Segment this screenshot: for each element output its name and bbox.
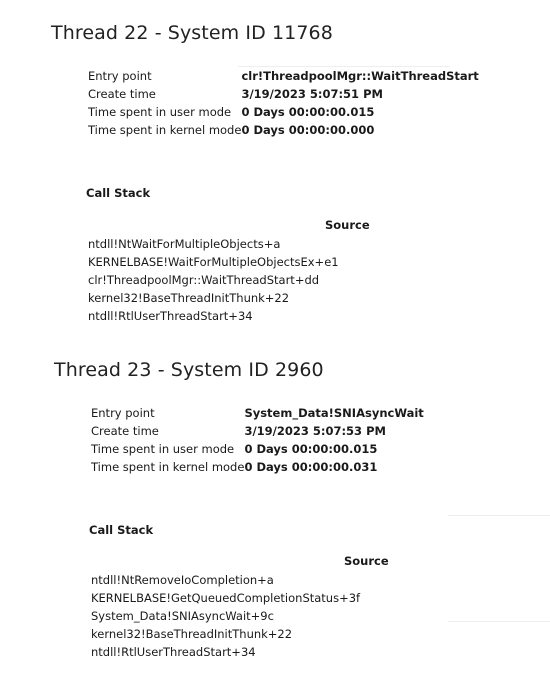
thread-title: Thread 23 - System ID 2960 — [54, 359, 324, 381]
info-row-entry-point — [91, 404, 424, 422]
section-divider — [448, 621, 550, 622]
source-column-header: Source — [344, 554, 389, 568]
info-value: System_Data!SNIAsyncWait — [244, 406, 424, 420]
stack-frame: ntdll!NtWaitForMultipleObjects+a — [88, 237, 281, 251]
info-value: 3/19/2023 5:07:51 PM — [241, 87, 383, 101]
info-label: Create time — [91, 424, 159, 438]
call-stack-list — [88, 235, 339, 325]
info-value: 0 Days 00:00:00.015 — [244, 442, 378, 456]
info-label: Time spent in user mode — [88, 105, 232, 119]
stack-frame: System_Data!SNIAsyncWait+9c — [91, 609, 274, 623]
info-row-create-time — [88, 85, 479, 103]
call-stack-list — [91, 571, 360, 661]
section-divider — [448, 515, 550, 516]
info-value: 0 Days 00:00:00.015 — [241, 105, 375, 119]
call-stack-title: Call Stack — [86, 186, 151, 200]
info-row-entry-point — [88, 67, 479, 85]
stack-frame: KERNELBASE!GetQueuedCompletionStatus+3f — [91, 591, 361, 605]
info-value: 0 Days 00:00:00.000 — [241, 123, 375, 137]
call-stack-title: Call Stack — [89, 523, 154, 537]
stack-frame: ntdll!RtlUserThreadStart+34 — [91, 645, 256, 659]
info-row-kernel-time — [88, 121, 479, 139]
source-column-header: Source — [325, 218, 370, 232]
info-row-create-time — [91, 422, 424, 440]
info-value: clr!ThreadpoolMgr::WaitThreadStart — [241, 69, 479, 83]
stack-frame: KERNELBASE!WaitForMultipleObjectsEx+e1 — [88, 255, 339, 269]
info-value: 3/19/2023 5:07:53 PM — [244, 424, 386, 438]
stack-frame: kernel32!BaseThreadInitThunk+22 — [88, 291, 290, 305]
stack-frame: ntdll!NtRemoveIoCompletion+a — [91, 573, 274, 587]
thread-title: Thread 22 - System ID 11768 — [51, 22, 333, 44]
stack-frame: ntdll!RtlUserThreadStart+34 — [88, 309, 253, 323]
info-label: Entry point — [91, 406, 155, 420]
info-label: Time spent in user mode — [91, 442, 235, 456]
info-value: 0 Days 00:00:00.031 — [244, 460, 378, 474]
thread-info-table — [88, 67, 479, 139]
info-label: Time spent in kernel mode — [91, 460, 245, 474]
info-label: Create time — [88, 87, 156, 101]
info-row-user-time — [88, 103, 479, 121]
info-label: Time spent in kernel mode — [88, 123, 242, 137]
stack-frame: clr!ThreadpoolMgr::WaitThreadStart+dd — [88, 273, 320, 287]
info-row-kernel-time — [91, 458, 424, 476]
thread-info-table — [91, 404, 424, 476]
stack-frame: kernel32!BaseThreadInitThunk+22 — [91, 627, 293, 641]
info-row-user-time — [91, 440, 424, 458]
info-label: Entry point — [88, 69, 152, 83]
